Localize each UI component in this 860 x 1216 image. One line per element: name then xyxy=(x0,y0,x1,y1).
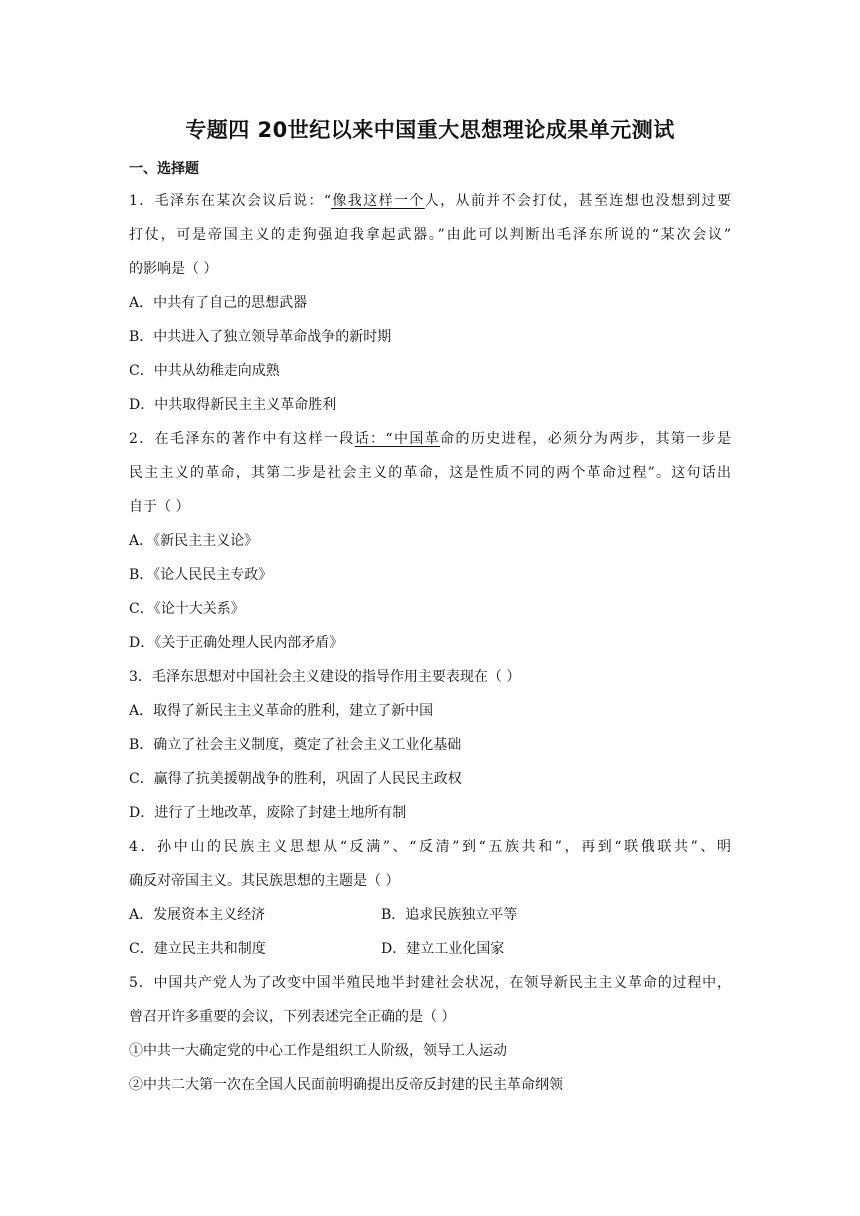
question-5-line-2: 曾召开许多重要的会议，下列表述完全正确的是（ ） xyxy=(129,1009,456,1025)
question-1-option-a: A．中共有了自己的思想武器 xyxy=(129,295,308,311)
document-title: 专题四 20世纪以来中国重大思想理论成果单元测试 xyxy=(185,118,675,142)
question-4-line-1: 4．孙中山的民族主义思想从“反满”、“反清”到“五族共和”，再到“联俄联共”、明 xyxy=(129,839,731,855)
question-list xyxy=(129,184,731,1102)
question-2-option-c: C．《论十大关系》 xyxy=(129,601,245,617)
question-4-option-d: D．建立工业化国家 xyxy=(381,941,505,957)
question-1-line-3: 的影响是（ ） xyxy=(129,261,218,277)
question-3-line-1: 3．毛泽东思想对中国社会主义建设的指导作用主要表现在（ ） xyxy=(129,669,521,685)
question-2-option-d: D．《关于正确处理人民内部矛盾》 xyxy=(129,635,344,651)
question-4-options-row-2 xyxy=(129,932,731,966)
question-2-option-b: B．《论人民民主专政》 xyxy=(129,567,273,583)
underlined-phrase: 话：“中国革 xyxy=(354,431,441,447)
question-1-option-b: B．中共进入了独立领导革命战争的新时期 xyxy=(129,329,392,345)
question-3-option-a: A．取得了新民主主义革命的胜利，建立了新中国 xyxy=(129,703,434,719)
question-5-item-1: ①中共一大确定党的中心工作是组织工人阶级，领导工人运动 xyxy=(129,1043,507,1059)
question-2-line-3: 自于（ ） xyxy=(129,499,190,515)
question-4-option-b: B．追求民族独立平等 xyxy=(381,907,518,923)
question-1-line-2: 打仗，可是帝国主义的走狗强迫我拿起武器。”由此可以判断出毛泽东所说的“某次会议” xyxy=(129,227,731,243)
question-3-option-b: B．确立了社会主义制度，奠定了社会主义工业化基础 xyxy=(129,737,462,753)
question-2-option-a: A．《新民主主义论》 xyxy=(129,533,259,549)
question-2-line-2: 民主主义的革命，其第二步是社会主义的革命，这是性质不同的两个革命过程”。这句话出 xyxy=(129,465,731,481)
question-4-option-a: A．发展资本主义经济 xyxy=(129,907,266,923)
question-4-line-2: 确反对帝国主义。其民族思想的主题是（ ） xyxy=(129,873,400,889)
section-heading: 一、选择题 xyxy=(129,161,199,177)
question-1-line-1: 1．毛泽东在某次会议后说：“像我这样一个人，从前并不会打仗，甚至连想也没想到过要 xyxy=(129,193,731,209)
question-3-option-d: D．进行了土地改革，废除了封建土地所有制 xyxy=(129,805,407,821)
question-1-option-d: D．中共取得新民主主义革命胜利 xyxy=(129,397,337,413)
question-1-option-c: C．中共从幼稚走向成熟 xyxy=(129,363,280,379)
question-5-line-1: 5．中国共产党人为了改变中国半殖民地半封建社会状况，在领导新民主主义革命的过程中， xyxy=(129,975,731,991)
underlined-phrase: 像我这样一个 xyxy=(331,193,425,209)
question-2-line-1: 2．在毛泽东的著作中有这样一段话：“中国革命的历史进程，必须分为两步，其第一步是 xyxy=(129,431,731,447)
question-5-item-2: ②中共二大第一次在全国人民面前明确提出反帝反封建的民主革命纲领 xyxy=(129,1077,563,1093)
question-4-options-row-1 xyxy=(129,898,731,932)
question-3-option-c: C．赢得了抗美援朝战争的胜利，巩固了人民民主政权 xyxy=(129,771,462,787)
question-4-option-c: C．建立民主共和制度 xyxy=(129,941,266,957)
